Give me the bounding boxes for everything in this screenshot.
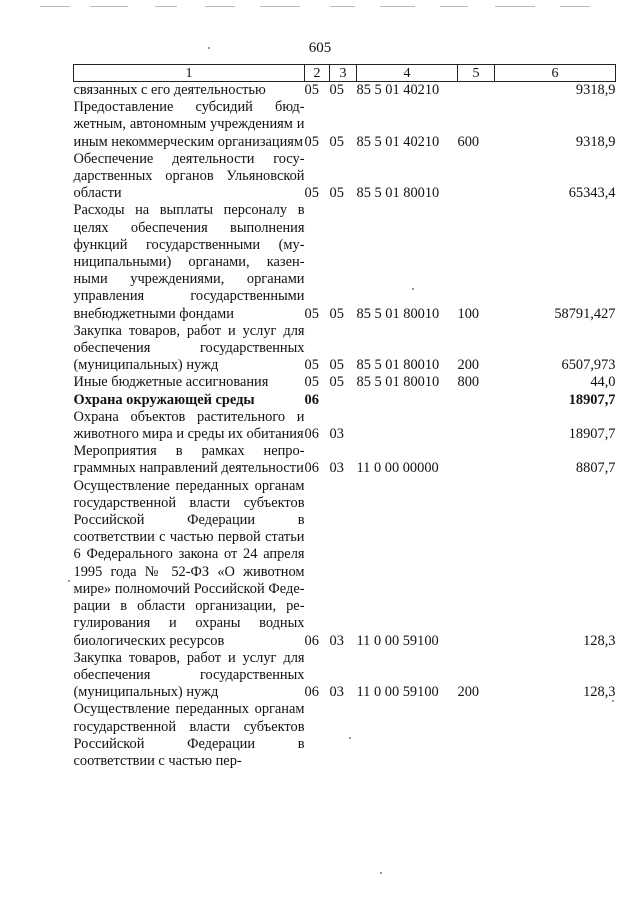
row-vr: 200: [457, 684, 480, 701]
row-csr: 85 5 01 80010: [356, 305, 440, 322]
row-csr: 85 5 01 40210: [356, 133, 440, 150]
row-csr: [357, 701, 458, 770]
row-name: связанных с его деятельностью: [73, 82, 266, 98]
row-rz: 06: [304, 684, 319, 701]
row-rz: 05: [304, 185, 319, 202]
row-rz: 05: [304, 374, 319, 391]
table-row: [74, 478, 616, 650]
row-vr: [458, 443, 495, 477]
scan-speck: [349, 737, 351, 739]
row-pr: 03: [329, 426, 344, 443]
scan-speck: [68, 580, 70, 582]
row-amount: [495, 701, 616, 770]
scan-artifacts: [0, 4, 640, 10]
row-rz: 06: [304, 460, 319, 477]
header-cell-vr: 5: [458, 65, 495, 82]
row-name: Мероприятия в рамках непрограммных направлений деятельности: [73, 443, 305, 477]
row-vr: [458, 701, 495, 770]
scan-speck: [208, 47, 210, 49]
row-vr: 200: [457, 357, 480, 374]
row-pr: [330, 701, 357, 770]
row-csr: 85 5 01 80010: [356, 185, 440, 202]
row-pr: 05: [329, 133, 344, 150]
row-pr: 05: [329, 82, 344, 98]
row-vr: [458, 409, 495, 443]
row-amount: 8807,7: [575, 460, 616, 477]
table-body: [74, 82, 616, 771]
row-vr: 600: [457, 133, 480, 150]
row-vr: [458, 478, 495, 650]
scan-speck: [412, 288, 414, 290]
row-rz: [305, 701, 330, 770]
row-amount: 44,0: [590, 374, 616, 391]
row-name: Обеспечение деятельности государственных органов Ульяновской области: [73, 150, 305, 202]
table-header: [74, 65, 616, 82]
table-row: [74, 443, 616, 477]
table-row: [74, 99, 616, 151]
table-row: [74, 374, 616, 391]
scan-speck: [380, 872, 382, 874]
header-cell-name: 1: [74, 65, 305, 82]
table-row: [74, 650, 616, 702]
row-rz: 05: [304, 133, 319, 150]
row-amount: 18907,7: [568, 426, 616, 443]
table-row: [74, 323, 616, 375]
header-cell-pr: 3: [330, 65, 357, 82]
row-csr: [357, 409, 458, 443]
row-name: Осуществление переданных органам государственной власти субъектов Российской Федерации в соответствии с частью первой статьи 6 Федерального закона от 24 апреля 1995 года № 52-ФЗ «О животном мире» полномочий Российской Федерации в области организации, регулирования и охраны водных биологических ресурсов: [73, 477, 305, 649]
row-name: Осуществление переданных органам государственной власти субъектов Российской Федерации в соответствии с частью пер-: [73, 701, 305, 769]
row-amount: 18907,7: [568, 391, 616, 408]
row-vr: 100: [457, 305, 480, 322]
table-row: [74, 701, 616, 770]
row-csr: [357, 392, 458, 409]
row-vr: 800: [457, 374, 480, 391]
row-pr: 03: [329, 632, 344, 649]
row-amount: 128,3: [583, 684, 616, 701]
row-rz: 06: [304, 426, 319, 443]
row-rz: 05: [304, 305, 319, 322]
row-vr: [458, 392, 495, 409]
header-cell-csr: 4: [357, 65, 458, 82]
row-vr: [458, 82, 495, 100]
row-name: Предоставление субсидий бюджетным, автономным учреждениям и иным некоммерческим организациям: [73, 99, 305, 150]
row-name: Охрана объектов растительного и животного мира и среды их обитания: [73, 408, 305, 443]
row-name: Расходы на выплаты персоналу в целях обеспечения выполнения функций государственными (муниципальными) органами, казенными учреждениями, органами управления государственными внебюджетными фондами: [73, 202, 305, 322]
row-csr: 11 0 00 00000: [356, 460, 439, 477]
row-amount: 9318,9: [575, 133, 616, 150]
row-name: Закупка товаров, работ и услуг для обеспечения государственных (муниципальных) нужд: [73, 649, 305, 701]
row-pr: 05: [329, 357, 344, 374]
row-rz: 05: [304, 357, 319, 374]
scan-speck: [612, 700, 614, 702]
row-amount: 58791,427: [554, 305, 616, 322]
row-name: Иные бюджетные ассигнования: [73, 374, 269, 391]
row-rz: 06: [304, 632, 319, 649]
table-row: [74, 202, 616, 322]
row-pr: 05: [329, 374, 344, 391]
row-pr: 03: [329, 460, 344, 477]
row-name: Закупка товаров, работ и услуг для обеспечения государственных (муниципальных) нужд: [73, 322, 305, 374]
row-pr: [330, 392, 357, 409]
page-number: 605: [308, 40, 332, 56]
row-rz: 06: [304, 391, 319, 408]
table-row: [74, 392, 616, 409]
row-amount: 65343,4: [568, 185, 616, 202]
row-csr: 85 5 01 40210: [356, 82, 440, 98]
row-pr: 03: [329, 684, 344, 701]
row-csr: 85 5 01 80010: [356, 357, 440, 374]
header-cell-amount: 6: [495, 65, 616, 82]
table-row: [74, 82, 616, 100]
table-row: [74, 409, 616, 443]
row-csr: 11 0 00 59100: [356, 684, 439, 701]
row-pr: 05: [329, 305, 344, 322]
row-amount: 6507,973: [561, 357, 616, 374]
row-csr: 85 5 01 80010: [356, 374, 440, 391]
row-pr: 05: [329, 185, 344, 202]
budget-table: [73, 64, 616, 770]
row-csr: 11 0 00 59100: [356, 632, 439, 649]
row-amount: 128,3: [583, 632, 616, 649]
row-vr: [458, 151, 495, 203]
header-cell-rz: 2: [305, 65, 330, 82]
row-rz: 05: [304, 82, 319, 98]
table-row: [74, 151, 616, 203]
row-amount: 9318,9: [575, 82, 616, 98]
row-name: Охрана окружающей среды: [73, 391, 255, 408]
